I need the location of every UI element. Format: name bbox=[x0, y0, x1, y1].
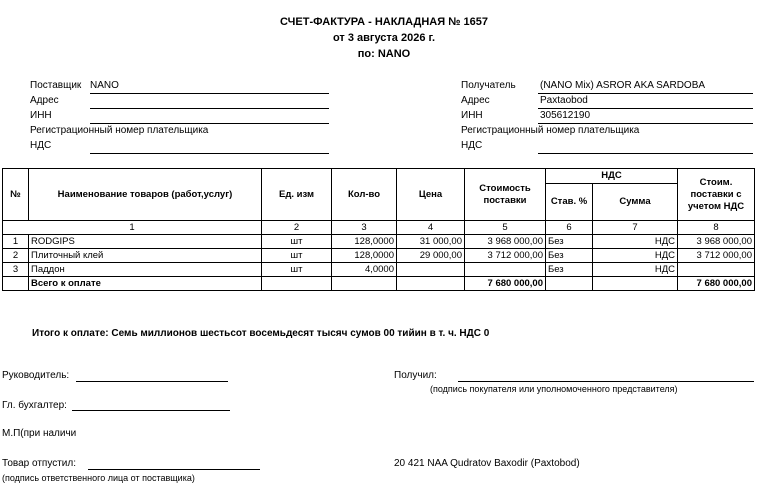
supplier-vat-label: НДС bbox=[30, 140, 52, 151]
supplier-value: NANO bbox=[90, 80, 119, 91]
row-qty: 128,0000 bbox=[332, 249, 397, 263]
recipient-value: (NANO Mix) ASROR AKA SARDOBA bbox=[540, 80, 706, 91]
header-name: Наименование товаров (работ,услуг) bbox=[29, 169, 262, 221]
header-num: № bbox=[3, 169, 29, 221]
row-cost: 3 712 000,00 bbox=[465, 249, 546, 263]
released-label: Товар отпустил: bbox=[2, 458, 76, 469]
row-num: 2 bbox=[3, 249, 29, 263]
total-with-vat: 7 680 000,00 bbox=[678, 277, 755, 291]
document-date: от 3 августа 2026 г. bbox=[332, 32, 436, 44]
total-row bbox=[3, 277, 755, 291]
recipient-address-label: Адрес bbox=[461, 95, 490, 106]
header-price: Цена bbox=[397, 169, 465, 221]
header-vat-sum: Сумма bbox=[593, 184, 678, 221]
received-caption: (подпись покупателя или уполномоченного представителя) bbox=[430, 384, 678, 394]
supplier-reg-label: Регистрационный номер плательщика bbox=[30, 125, 209, 136]
recipient-address-value: Paxtaobod bbox=[540, 95, 588, 106]
recipient-vat-label: НДС bbox=[461, 140, 483, 151]
recipient-inn-label: ИНН bbox=[461, 110, 483, 121]
accountant-label: Гл. бухгалтер: bbox=[2, 400, 67, 411]
released-caption: (подпись ответственного лица от поставщика) bbox=[2, 473, 195, 483]
seal-label: М.П(при наличи bbox=[2, 428, 77, 439]
recipient-inn-value: 305612190 bbox=[540, 110, 591, 121]
row-price: 29 000,00 bbox=[397, 249, 465, 263]
row-unit: шт bbox=[262, 263, 332, 277]
row-name: Плиточный клей bbox=[29, 249, 262, 263]
row-name: RODGIPS bbox=[29, 235, 262, 249]
row-unit: шт bbox=[262, 235, 332, 249]
row-qty: 128,0000 bbox=[332, 235, 397, 249]
col-number: 6 bbox=[546, 221, 593, 235]
header-cost: Стоимость поставки bbox=[465, 169, 546, 221]
table-row bbox=[3, 249, 755, 263]
delivery-note: 20 421 NAA Qudratov Baxodir (Paxtobod) bbox=[394, 458, 580, 469]
total-cost: 7 680 000,00 bbox=[465, 277, 546, 291]
col-number: 8 bbox=[678, 221, 755, 235]
row-num: 3 bbox=[3, 263, 29, 277]
row-price bbox=[397, 263, 465, 277]
recipient-label: Получатель bbox=[461, 80, 516, 91]
row-price: 31 000,00 bbox=[397, 235, 465, 249]
row-total bbox=[678, 263, 755, 277]
row-name: Паддон bbox=[29, 263, 262, 277]
row-vat-rate: Без bbox=[546, 263, 593, 277]
row-total: 3 712 000,00 bbox=[678, 249, 755, 263]
total-label: Всего к оплате bbox=[29, 277, 262, 291]
col-number: 4 bbox=[397, 221, 465, 235]
col-number: 2 bbox=[262, 221, 332, 235]
row-vat-rate: Без bbox=[546, 249, 593, 263]
table-row bbox=[3, 263, 755, 277]
invoice-table bbox=[2, 168, 755, 291]
director-label: Руководитель: bbox=[2, 370, 70, 381]
row-cost bbox=[465, 263, 546, 277]
row-vat-sum: НДС bbox=[593, 235, 678, 249]
row-vat-sum: НДС bbox=[593, 263, 678, 277]
header-unit: Ед. изм bbox=[262, 169, 332, 221]
row-num: 1 bbox=[3, 235, 29, 249]
received-label: Получил: bbox=[394, 370, 437, 381]
row-total: 3 968 000,00 bbox=[678, 235, 755, 249]
header-vat-group: НДС bbox=[546, 169, 678, 184]
col-number: 7 bbox=[593, 221, 678, 235]
col-number: 3 bbox=[332, 221, 397, 235]
table-row bbox=[3, 235, 755, 249]
header-qty: Кол-во bbox=[332, 169, 397, 221]
supplier-inn-label: ИНН bbox=[30, 110, 52, 121]
col-number: 1 bbox=[3, 221, 262, 235]
row-cost: 3 968 000,00 bbox=[465, 235, 546, 249]
document-title: СЧЕТ-ФАКТУРА - НАКЛАДНАЯ № 1657 bbox=[280, 16, 488, 28]
supplier-address-label: Адрес bbox=[30, 95, 59, 106]
header-vat-rate: Став. % bbox=[546, 184, 593, 221]
row-unit: шт bbox=[262, 249, 332, 263]
summary-text: Итого к оплате: Семь миллионов шестьсот восемьдесят тысяч сумов 00 тийин в т. ч. НДС 0 bbox=[32, 328, 490, 339]
document-po: по: NANO bbox=[357, 48, 411, 60]
recipient-reg-label: Регистрационный номер плательщика bbox=[461, 125, 640, 136]
column-number-row bbox=[3, 221, 755, 235]
row-qty: 4,0000 bbox=[332, 263, 397, 277]
col-number: 5 bbox=[465, 221, 546, 235]
row-vat-rate: Без bbox=[546, 235, 593, 249]
row-vat-sum: НДС bbox=[593, 249, 678, 263]
header-total: Стоим. поставки с учетом НДС bbox=[678, 169, 755, 221]
supplier-label: Поставщик bbox=[30, 80, 82, 91]
